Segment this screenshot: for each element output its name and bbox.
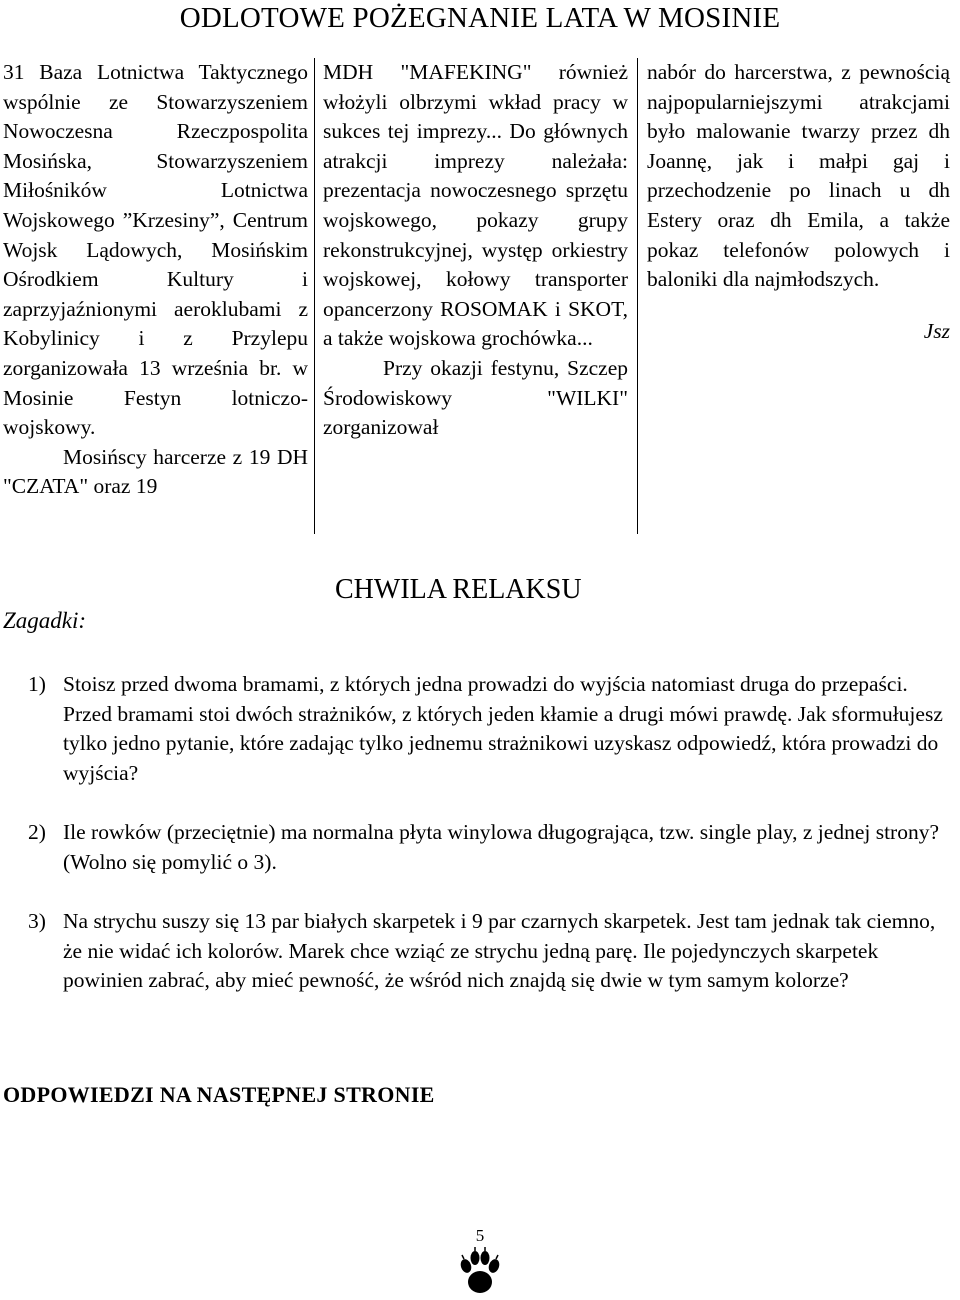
article-paragraph: MDH "MAFEKING" również włożyli olbrzymi wkład pracy w sukces tej imprezy... Do głównych atrakcji imprezy należała: prezentacja nowoczesnego sprzętu wojskowego, pokazy grupy rekonstrukcyjnej, występ orkiestry wojskowej, kołowy transporter opancerzony ROSOMAK i SKOT, a także wojskowa grochówka...: [323, 60, 628, 351]
riddle-item: [28, 818, 956, 877]
paw-print-icon: [456, 1246, 504, 1298]
article-paragraph: Mosińscy harcerze z 19 DH "CZATA" oraz 19: [3, 444, 308, 499]
riddle-list: [28, 670, 956, 1026]
article-paragraph: nabór do harcerstwa, z pewnością najpopularniejszymi atrakcjami było malowanie twarzy przez dh Joannę, jak i małpi gaj i przechodzenie po linach u dh Estery oraz dh Emila, a także pokaz telefonów polowych i baloniki dla najmłodszych.: [647, 60, 950, 292]
riddle-number: 2): [28, 820, 46, 844]
column-divider: [637, 58, 638, 534]
article-paragraph: 31 Baza Lotnictwa Taktycznego wspólnie ze Stowarzyszeniem Nowoczesna Rzeczpospolita Mosińska, Stowarzyszeniem Miłośników Lotnictwa Wojskowego ”Krzesiny”, Centrum Wojsk Lądowych, Mosińskim Ośrodkiem Kultury i zaprzyjaźnionymi aeroklubami z Kobylinicy i z Przylepu zorganizowała 13 września br. w Mosinie Festyn lotniczo-wojskowy.: [3, 60, 308, 440]
article-column-3: [647, 58, 950, 346]
riddle-text: Stoisz przed dwoma bramami, z których jedna prowadzi do wyjścia natomiast druga do przepaści. Przed bramami stoi dwóch strażników, z których jeden kłamie a drugi mówi prawdę. Jak sformułujesz tylko jedno pytanie, które zadając tylko jednemu strażnikowi uzyskasz odpowiedź, która prowadzi do wyjścia?: [63, 672, 943, 785]
article-column-2: [323, 58, 628, 443]
author-signature: Jsz: [923, 318, 950, 343]
section-title: CHWILA RELAKSU: [335, 574, 582, 605]
column-divider: [314, 58, 315, 534]
answers-note: ODPOWIEDZI NA NASTĘPNEJ STRONIE: [3, 1082, 435, 1107]
riddle-item: [28, 907, 956, 996]
page-number: 5: [475, 1226, 485, 1245]
article-column-1: [3, 58, 308, 502]
riddles-label: Zagadki:: [3, 608, 87, 633]
riddle-text: Ile rowków (przeciętnie) ma normalna płyta winylowa długogrająca, tzw. single play, z jednej strony? (Wolno się pomylić o 3).: [63, 820, 940, 874]
article-paragraph: Przy okazji festynu, Szczep Środowiskowy "WILKI" zorganizował: [323, 355, 628, 440]
riddle-number: 3): [28, 909, 46, 933]
riddle-text: Na strychu suszy się 13 par białych skarpetek i 9 par czarnych skarpetek. Jest tam jednak tak ciemno, że nie widać ich kolorów. Marek chce wziąć ze strychu jedną parę. Ile pojedynczych skarpetek powinien zabrać, aby mieć pewność, że wśród nich znajdą się dwie w tym samym kolorze?: [63, 909, 936, 992]
riddle-number: 1): [28, 672, 46, 696]
article-title: ODLOTOWE POŻEGNANIE LATA W MOSINIE: [179, 2, 781, 34]
riddle-item: [28, 670, 956, 788]
